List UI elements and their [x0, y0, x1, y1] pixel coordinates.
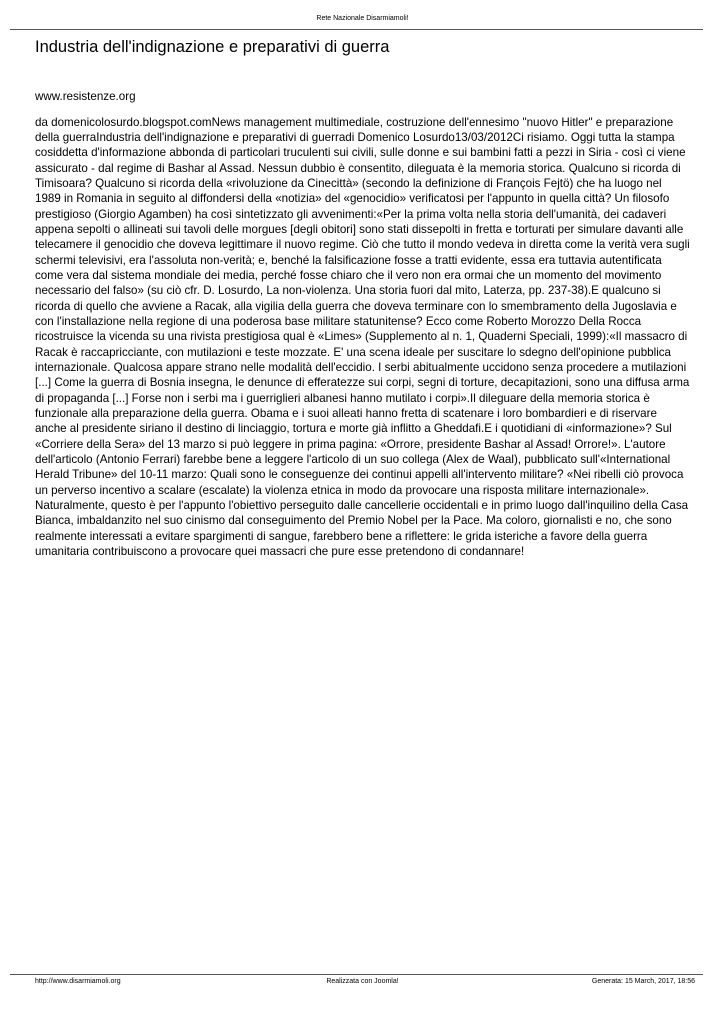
- site-header: Rete Nazionale Disarmiamoli!: [316, 15, 409, 22]
- article-body: da domenicolosurdo.blogspot.comNews management multimediale, costruzione dell'ennesimo "nuovo Hitler" e preparazione della guerraIndustria dell'indignazione e preparativi di guerradi Domenico Losurdo13/03/2012Ci risiamo. Oggi tutta la stampa cosiddetta d'informazione abbonda di particolari truculenti sui civili, sulle donne e sui bambini fatti a pezzi in Siria - così ci viene assicurato - dal regime di Bashar al Assad. Nessun dubbio è consentito, dileguata è la memoria storica. Qualcuno si ricorda di Timisoara? Qualcuno si ricorda della «rivoluzione da Cinecittà» (secondo la definizione di François Fejtö) che ha luogo nel 1989 in Romania in seguito al diffondersi della «notizia» del «genocidio» verificatosi per l'appunto in quella città? Un filosofo prestigioso (Giorgio Agamben) ha così sintetizzato gli avvenimenti:«Per la prima volta nella storia dell'umanità, dei cadaveri appena sepolti o allineati sui tavoli delle morgues [degli obitori] sono stati dissepolti in fretta e torturati per simulare davanti alle telecamere il genocidio che doveva legittimare il nuovo regime. Ciò che tutto il mondo vedeva in diretta come la verità vera sugli schermi televisivi, era l'assoluta non-verità; e, benché la falsificazione fosse a tratti evidente, essa era tuttavia autentificata come vera dal sistema mondiale dei media, perché fosse chiaro che il vero non era ormai che un momento del movimento necessario del falso» (su ciò cfr. D. Losurdo, La non-violenza. Una storia fuori dal mito, Laterza, pp. 237-38).E qualcuno si ricorda di quello che avviene a Racak, alla vigilia della guerra che doveva terminare con lo smembramento della Jugoslavia e con l'installazione nella regione di una poderosa base militare statunitense? Ecco come Roberto Morozzo Della Rocca ricostruisce la vicenda su una rivista prestigiosa qual è «Limes» (Supplemento al n. 1, Quaderni Speciali, 1999):«Il massacro di Racak è raccapricciante, con mutilazioni e teste mozzate. E' una scena ideale per suscitare lo sdegno dell'opinione pubblica internazionale. Qualcosa appare strano nelle modalità dell'eccidio. I serbi abitualmente uccidono senza procedere a mutilazioni [...] Come la guerra di Bosnia insegna, le denunce di efferatezze sui corpi, segni di torture, decapitazioni, sono una diffusa arma di propaganda [...] Forse non i serbi ma i guerriglieri albanesi hanno mutilato i corpi».Il dileguare della memoria storica è funzionale alla preparazione della guerra. Obama e i suoi alleati hanno fretta di scatenare i loro bombardieri e di riservare anche al presidente siriano il destino di linciaggio, tortura e morte già inflitto a Gheddafi.E i quotidiani di «informazione»? Sul «Corriere della Sera» del 13 marzo si può leggere in prima pagina: «Orrore, presidente Bashar al Assad! Orrore!». L'autore dell'articolo (Antonio Ferrari) farebbe bene a leggere l'articolo di un suo collega (Alex de Waal), pubblicato sull'«International Herald Tribune» del 10-11 marzo: Quali sono le conseguenze dei continui appelli all'intervento militare? «Nei ribelli ciò provoca un perverso incentivo a scalare (escalate) la violenza etnica in modo da provocare una risposta militare internazionale». Naturalmente, questo è per l'appunto l'obiettivo perseguito dalle cancellerie occidentali e in primo luogo dall'inquilino della Casa Bianca, imbaldanzito nel suo cinismo dal conseguimento del Premio Nobel per la Pace. Ma coloro, giornalisti e no, che sono realmente interessati a evitare spargimenti di sangue, farebbero bene a riflettere: le grida isteriche a favore della guerra umanitaria contribuiscono a provocare quei massacri che pure esse pretendono di condannare!: [35, 115, 690, 559]
- header-divider: [10, 29, 703, 30]
- source-link[interactable]: www.resistenze.org: [35, 90, 136, 103]
- footer-generated-date: Generata: 15 March, 2017, 18:56: [591, 978, 695, 985]
- footer-site-url[interactable]: http://www.disarmiamoli.org: [35, 978, 121, 985]
- footer-powered-by: Realizzata con Joomla!: [326, 978, 399, 985]
- site-footer: [0, 977, 725, 987]
- article-title: Industria dell'indignazione e preparativi di guerra: [35, 38, 390, 56]
- footer-divider: [10, 974, 703, 975]
